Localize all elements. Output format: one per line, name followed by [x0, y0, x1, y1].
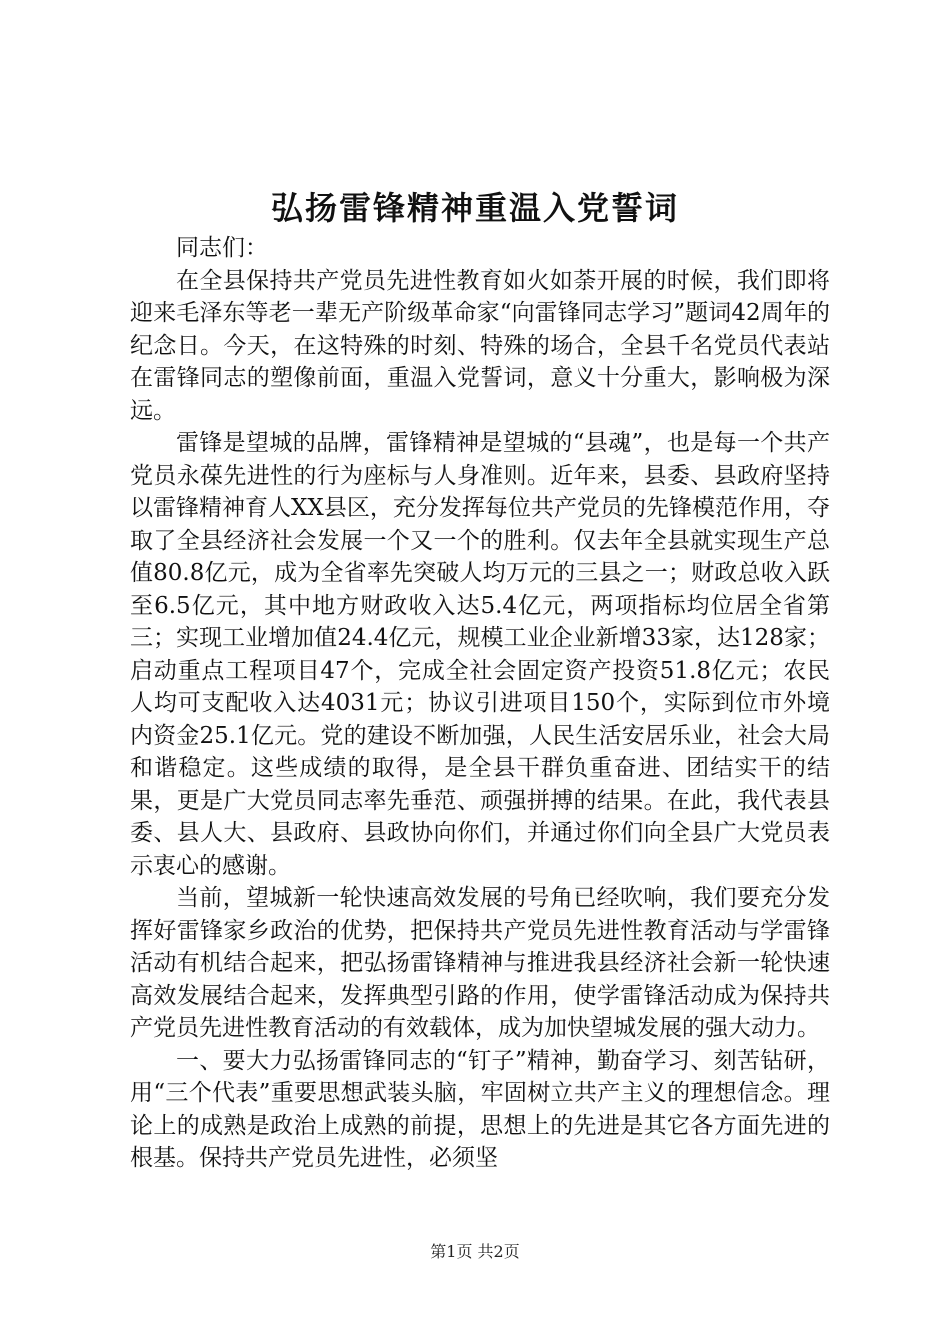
paragraph: 一、要大力弘扬雷锋同志的“钉子”精神，勤奋学习、刻苦钻研，用“三个代表”重要思想武装头脑，牢固树立共产主义的理想信念。理论上的成熟是政治上成熟的前提，思想上的先进是其它各方面先进的根基。保持共产党员先进性，必须坚: [130, 1047, 830, 1171]
paragraph: 在全县保持共产党员先进性教育如火如荼开展的时候，我们即将迎来毛泽东等老一辈无产阶级革命家“向雷锋同志学习”题词42周年的纪念日。今天，在这特殊的时刻、特殊的场合，全县千名党员代表站在雷锋同志的塑像前面，重温入党誓词，意义十分重大，影响极为深远。: [130, 267, 830, 424]
document-body: [130, 232, 830, 1175]
page-footer: 第1页 共2页: [430, 1242, 520, 1261]
paragraph: 雷锋是望城的品牌，雷锋精神是望城的“县魂”，也是每一个共产党员永葆先进性的行为座标与人身准则。近年来，县委、县政府坚持以雷锋精神育人XX县区，充分发挥每位共产党员的先锋模范作用，夺取了全县经济社会发展一个又一个的胜利。仅去年全县就实现生产总值80.8亿元，成为全省率先突破人均万元的三县之一；财政总收入跃至6.5亿元，其中地方财政收入达5.4亿元，两项指标均位居全省第三；实现工业增加值24.4亿元，规模工业企业新增33家，达128家；启动重点工程项目47个，完成全社会固定资产投资51.8亿元；农民人均可支配收入达4031元；协议引进项目150个，实际到位市外境内资金25.1亿元。党的建设不断加强，人民生活安居乐业，社会大局和谐稳定。这些成绩的取得，是全县干群负重奋进、团结实干的结果，更是广大党员同志率先垂范、顽强拼搏的结果。在此，我代表县委、县人大、县政府、县政协向你们，并通过你们向全县广大党员表示衷心的感谢。: [130, 430, 830, 879]
salutation: 同志们：: [176, 235, 268, 261]
paragraph: 当前，望城新一轮快速高效发展的号角已经吹响，我们要充分发挥好雷锋家乡政治的优势，把保持共产党员先进性教育活动与学雷锋活动有机结合起来，把弘扬雷锋精神与推进我县经济社会新一轮快速高效发展结合起来，发挥典型引路的作用，使学雷锋活动成为保持共产党员先进性教育活动的有效载体，成为加快望城发展的强大动力。: [130, 885, 830, 1041]
document-title: 弘扬雷锋精神重温入党誓词: [270, 189, 679, 227]
